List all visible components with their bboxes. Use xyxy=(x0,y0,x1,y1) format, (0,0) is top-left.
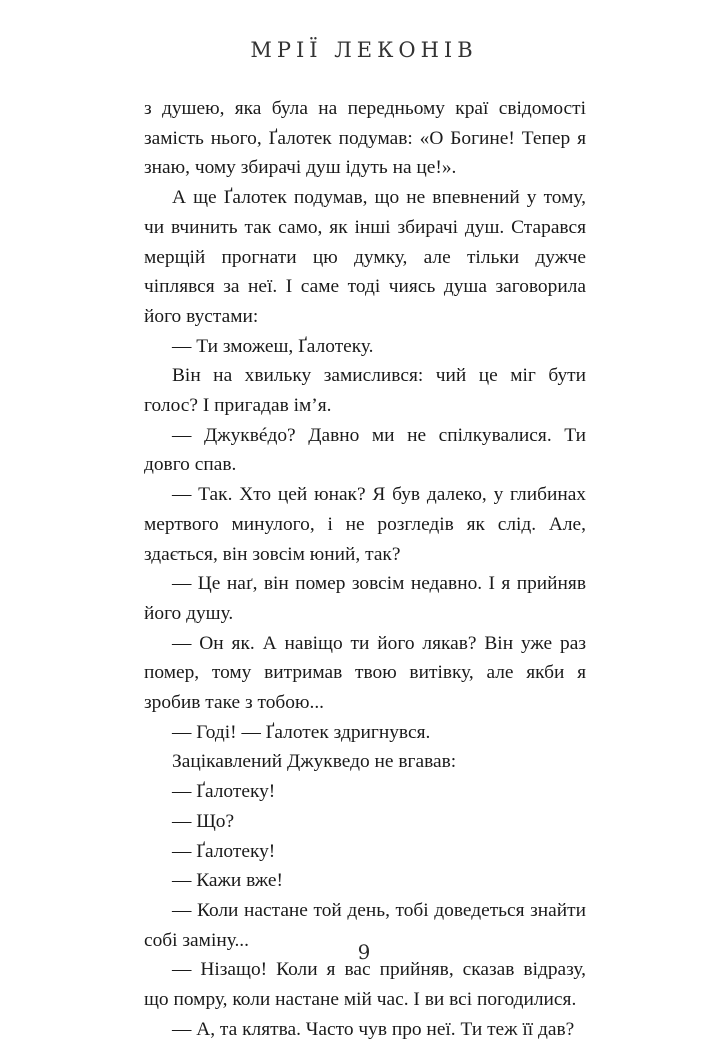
dialogue-line: — Це наґ, він помер зовсім недавно. І я прийняв його душу. xyxy=(144,573,586,624)
paragraph: з душею, яка була на передньому краї свідомості замість нього, Ґалотек подумав: «О Богине! Тепер я знаю, чому збирачі душ ідуть на це!». xyxy=(144,98,586,179)
running-head: МРІЇ ЛЕКОНІВ xyxy=(250,38,478,62)
dialogue-line: — Нізащо! Коли я вас прийняв, сказав відразу, що помру, коли настане мій час. І ви всі погодилися. xyxy=(144,959,586,1011)
dialogue-line: — Коли настане той день, тобі доведеться знайти собі заміну... xyxy=(144,899,586,951)
paragraph: Зацікавлений Джукведо не вгавав: xyxy=(172,751,457,773)
body-text xyxy=(144,94,586,1045)
page-number: 9 xyxy=(357,940,371,964)
paragraph: Він на хвильку замислився: чий це міг бути голос? І пригадав ім’я. xyxy=(144,365,586,417)
dialogue-line: — Джуквéдо? Давно ми не спілкувалися. Ти довго спав. xyxy=(144,424,586,476)
dialogue-line: — Годі! — Ґалотек здригнувся. xyxy=(172,721,431,743)
dialogue-line: — Ґалотеку! xyxy=(172,840,276,862)
dialogue-line: — Ти зможеш, Ґалотеку. xyxy=(172,335,374,357)
dialogue-line: — Ґалотеку! xyxy=(172,781,276,803)
dialogue-line: — Он як. А навіщо ти його лякав? Він уже раз помер, тому витримав твою витівку, але якби я зробив таке з тобою... xyxy=(144,632,586,714)
dialogue-line: — Кажи вже! xyxy=(172,870,283,892)
dialogue-line: — А, та клятва. Часто чув про неї. Ти теж її дав? xyxy=(172,1018,575,1040)
dialogue-line: — Так. Хто цей юнак? Я був далеко, у глибинах мертвого минулого, і не розгледів як слід. Але, здається, він зовсім юний, так? xyxy=(144,484,586,565)
paragraph: А ще Ґалотек подумав, що не впевнений у тому, чи вчинить так само, як інші збирачі душ. Старався мерщій прогнати цю думку, але тільки дужче чіплявся за неї. І саме тоді чиясь душа заговорила його вустами: xyxy=(144,187,586,327)
dialogue-line: — Що? xyxy=(172,810,235,832)
